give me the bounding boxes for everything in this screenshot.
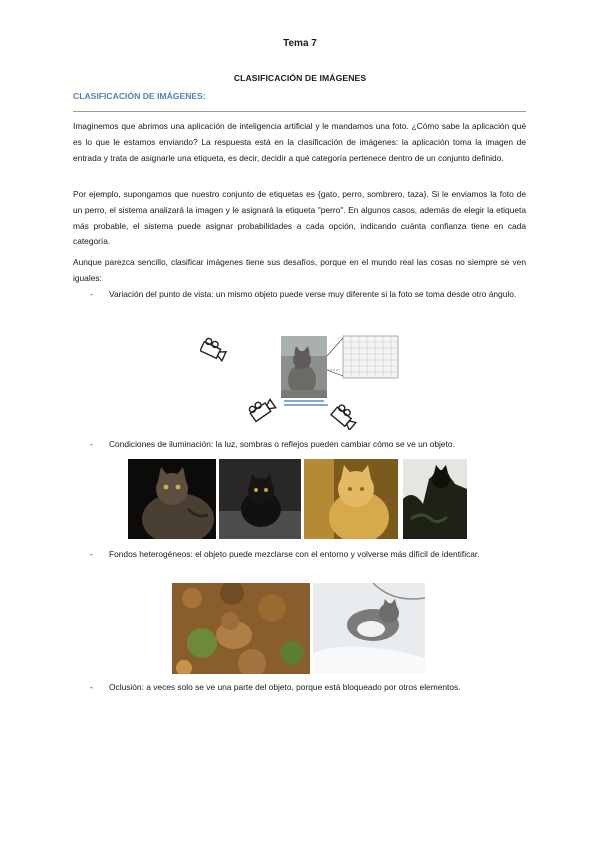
viewpoint-figure <box>200 330 420 430</box>
bullet-backgrounds <box>90 547 526 563</box>
viewpoint-diagram <box>200 330 420 430</box>
page-header: Tema 7 <box>283 38 317 49</box>
paragraph-example: Por ejemplo, supongamos que nuestro conjunto de etiquetas es {gato, perro, sombrero, taza}. Si le enviamos la foto de un perro, el sistema analizará la imagen y le asignará la etiqueta "perro". En algunos casos, además de elegir la etiqueta más probable, el sistema puede asignar probabilidades a cada opción, indicando cuánta confianza tiene en cada categoría. <box>73 189 526 247</box>
cat-photo-silhouette <box>403 459 467 539</box>
cat-photo-backlit-orange <box>304 459 398 539</box>
cat-photo-camouflaged-leaves <box>172 583 310 674</box>
bullet-text: Variación del punto de vista: un mismo objeto puede verse muy diferente si la foto se toma desde otro ángulo. <box>109 289 517 299</box>
cat-photo-black <box>219 459 301 539</box>
bullet-viewpoint <box>90 287 526 303</box>
pixel-grid <box>343 336 398 378</box>
cat-photo-snow <box>313 583 425 674</box>
section-divider <box>73 111 526 112</box>
camera-icon <box>200 337 228 361</box>
cat-photo-dark-tabby <box>128 459 216 539</box>
paragraph-intro: Imaginemos que abrimos una aplicación de inteligencia artificial y le mandamos una foto. ¿Cómo sabe la aplicación qué es lo que le estamos enviando? La respuesta está en la clasificación de imágenes: la aplicación toma la imagen de entrada y trata de asignarle una etiqueta, es decir, decidir a qué categoría pertenece dentro de un conjunto definido. <box>73 121 526 163</box>
bullet-marker: - <box>90 682 93 692</box>
cat-photo <box>281 336 327 398</box>
section-heading: CLASIFICACIÓN DE IMÁGENES: <box>73 91 206 101</box>
bullet-marker: - <box>90 439 93 449</box>
document-title: CLASIFICACIÓN DE IMÁGENES <box>233 73 367 83</box>
bullet-text: Condiciones de iluminación: la luz, sombras o reflejos pueden cambiar cómo se ve un objeto. <box>109 439 455 449</box>
bullet-marker: - <box>90 549 93 559</box>
camera-icon <box>331 403 359 430</box>
bullet-marker: - <box>90 289 93 299</box>
bullet-text: Oclusión: a veces solo se ve una parte del objeto, porque está bloqueado por otros elementos. <box>109 682 461 692</box>
bullet-lighting <box>90 437 526 453</box>
paragraph-challenges: Aunque parezca sencillo, clasificar imágenes tiene sus desafíos, porque en el mundo real las cosas no siempre se ven iguales: <box>73 257 526 283</box>
camera-icon <box>247 395 275 421</box>
bullet-occlusion <box>90 680 526 696</box>
bullet-text: Fondos heterogéneos: el objeto puede mezclarse con el entorno y volverse más difícil de identificar. <box>109 549 480 559</box>
